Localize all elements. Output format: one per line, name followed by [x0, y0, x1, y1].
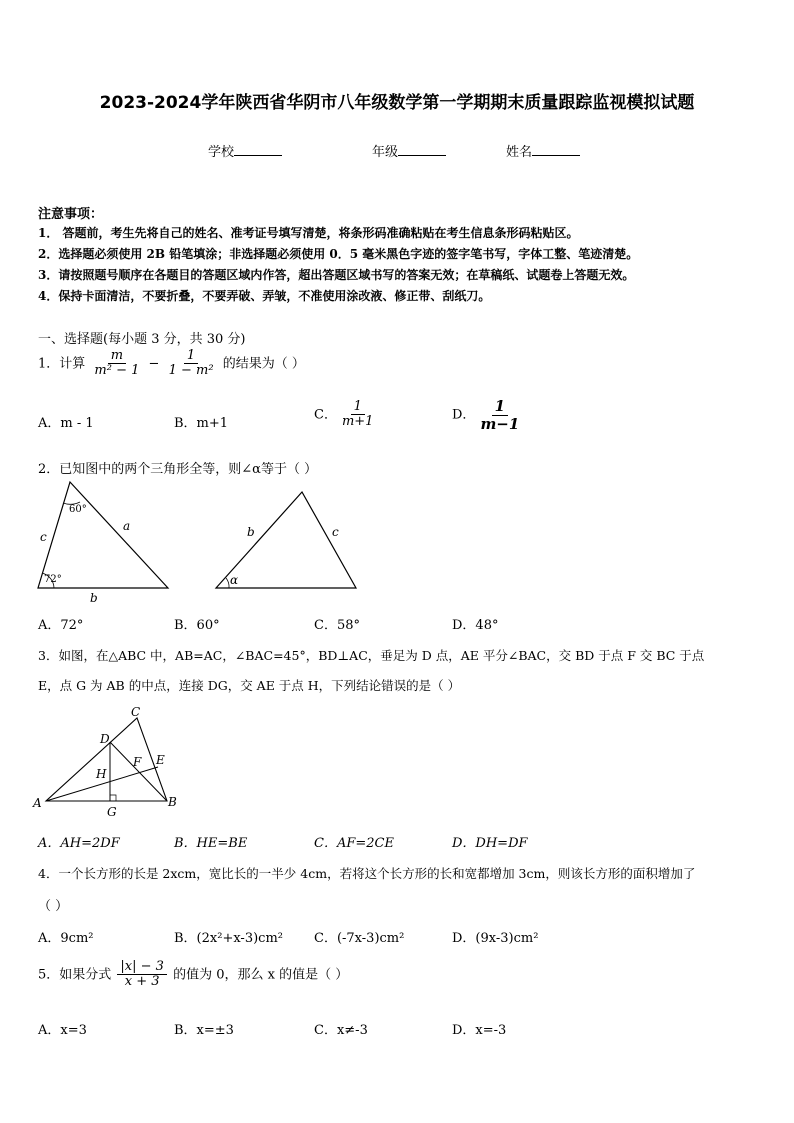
question-5 — [38, 960, 348, 990]
question-1: 1．计算 $\frac{m}{\text{m² − 1}}$ − $\frac{1}{\text{1 − m²}}$ 的结果为（ ） — [38, 348, 305, 379]
svg-text:α: α — [230, 573, 239, 587]
q5-suffix: 的值为 0，那么 x 的值是（ ） — [173, 967, 349, 983]
school-blank — [234, 143, 282, 156]
grade-label: 年级 — [372, 145, 399, 160]
svg-text:H: H — [96, 767, 107, 781]
notice-item-2: 2．选择题必须使用 2B 铅笔填涂；非选择题必须使用 0．5 毫米黑色字迹的签字笔书写，字体工整、笔迹清楚。 — [38, 247, 639, 261]
svg-text:b: b — [247, 525, 255, 539]
q2-option-b: B．60° — [174, 618, 220, 633]
q3-figure — [30, 704, 190, 822]
q1-fraction-2: $\frac{1}{\text{1 − m²}}$ — [168, 348, 214, 379]
question-3-line-2: E，点 G 为 AB 的中点，连接 DG，交 AE 于点 H，下列结论错误的是（ ） — [38, 678, 461, 693]
svg-text:D: D — [100, 732, 110, 746]
q5-prefix: 5．如果分式 — [38, 967, 112, 983]
q3-option-a: A．AH=2DF — [38, 836, 120, 851]
svg-text:C: C — [131, 705, 141, 719]
notice-item-3: 3．请按照题号顺序在各题目的答题区域内作答，超出答题区域书写的答案无效；在草稿纸、试题卷上答题无效。 — [38, 268, 635, 282]
question-4-line-2: （ ） — [38, 899, 69, 914]
q5-option-d: D．x=-3 — [452, 1023, 507, 1038]
q4-option-d: D．(9x-3)cm² — [452, 931, 539, 946]
q2-option-d: D．48° — [452, 618, 499, 633]
svg-text:G: G — [107, 805, 117, 819]
page-title: 2023-2024学年陕西省华阴市八年级数学第一学期期末质量跟踪监视模拟试题 — [99, 93, 695, 113]
question-4-line-1: 4．一个长方形的长是 2xcm，宽比长的一半少 4cm，若将这个长方形的长和宽都增加 3cm，则该长方形的面积增加了 — [38, 866, 696, 881]
svg-text:a: a — [123, 519, 131, 533]
q5-fraction: $\frac{|x| - 3}{x + 3}$ — [117, 960, 167, 990]
svg-text:c: c — [332, 525, 339, 539]
svg-text:E: E — [156, 753, 165, 767]
q2-option-a: A．72° — [38, 618, 84, 633]
q3-option-d: D．DH=DF — [452, 836, 528, 851]
q5-option-a: A．x=3 — [38, 1023, 87, 1038]
q1-suffix: 的结果为（ ） — [222, 356, 305, 372]
question-2: 2．已知图中的两个三角形全等，则∠α等于（ ） — [38, 462, 318, 477]
section-heading: 一、选择题(每小题 3 分，共 30 分) — [38, 332, 246, 347]
q3-option-c: C．AF=2CE — [314, 836, 394, 851]
q1-option-c: C． $\frac{1}{m+1}$ — [314, 399, 374, 430]
q2-figure — [30, 475, 370, 605]
q1-prefix: 1．计算 — [38, 356, 86, 372]
grade-field — [372, 141, 446, 160]
notice-item-4: 4．保持卡面清洁，不要折叠，不要弄破、弄皱，不准使用涂改液、修正带、刮纸刀。 — [38, 289, 491, 303]
q1-option-b: B．m+1 — [174, 416, 229, 431]
svg-text:b: b — [90, 591, 98, 605]
q2-angle-72: 72° — [44, 574, 62, 585]
svg-text:A: A — [33, 796, 42, 810]
q2-option-c: C．58° — [314, 618, 360, 633]
q4-option-b: B．(2x²+x-3)cm² — [174, 931, 283, 946]
grade-blank — [398, 143, 446, 156]
notice-heading: 注意事项： — [38, 207, 104, 222]
q5-option-b: B．x=±3 — [174, 1023, 234, 1038]
name-field — [506, 141, 580, 160]
question-3-line-1: 3．如图，在△ABC 中，AB=AC，∠BAC=45°，BD⊥AC，垂足为 D 点，AE 平分∠BAC，交 BD 于点 F 交 BC 于点 — [38, 648, 705, 663]
notice-item-1: 1． 答题前，考生先将自己的姓名、准考证号填写清楚，将条形码准确粘贴在考生信息条形码粘贴区。 — [38, 226, 579, 240]
q5-option-c: C．x≠-3 — [314, 1023, 368, 1038]
svg-text:c: c — [40, 530, 47, 544]
name-blank — [532, 143, 580, 156]
q4-option-c: C．(-7x-3)cm² — [314, 931, 405, 946]
q1-fraction-1: $\frac{m}{\text{m² − 1}}$ — [94, 348, 140, 379]
q1-option-d: D． $\frac{1}{m-1}$ — [452, 397, 520, 433]
q3-option-b: B．HE=BE — [174, 836, 248, 851]
school-field — [208, 141, 282, 160]
name-label: 姓名 — [506, 145, 533, 160]
school-label: 学校 — [208, 145, 235, 160]
svg-text:B: B — [168, 795, 177, 809]
q1-option-a: A．m - 1 — [38, 416, 94, 431]
q4-option-a: A．9cm² — [38, 931, 94, 946]
svg-text:F: F — [133, 755, 142, 769]
q2-angle-60: 60° — [69, 504, 87, 515]
